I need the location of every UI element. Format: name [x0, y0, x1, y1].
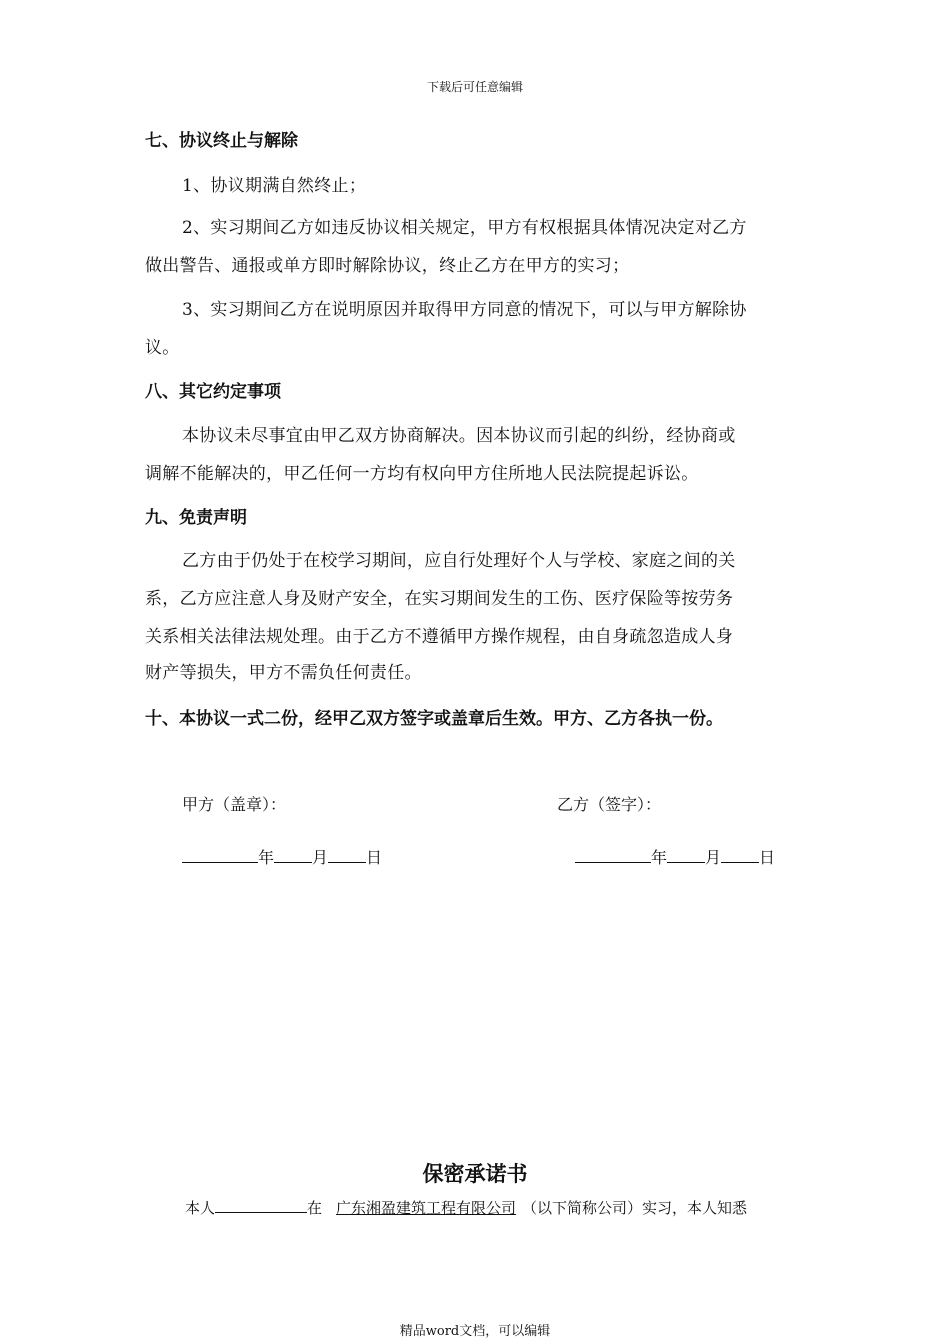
day-label: 日 — [759, 848, 776, 867]
section-7-item-3-line-2: 议。 — [145, 338, 180, 358]
section-9-line-3: 关系相关法律法规处理。由于乙方不遵循甲方操作规程，由自身疏忽造成人身 — [145, 627, 734, 647]
section-9-line-1: 乙方由于仍处于在校学习期间，应自行处理好个人与学校、家庭之间的关 — [182, 551, 736, 571]
pledge-title: 保密承诺书 — [422, 1162, 528, 1186]
section-9-heading: 九、免责声明 — [145, 508, 247, 528]
day-label: 日 — [366, 848, 383, 867]
section-9-line-2: 系，乙方应注意人身及财产安全，在实习期间发生的工伤、医疗保险等按劳务 — [145, 589, 734, 609]
section-7-item-3-line-1: 3、实习期间乙方在说明原因并取得甲方同意的情况下，可以与甲方解除协 — [182, 300, 747, 320]
year-blank — [182, 846, 258, 863]
party-a-seal-label: 甲方（盖章）： — [182, 795, 287, 814]
section-8-line-1: 本协议未尽事宜由甲乙双方协商解决。因本协议而引起的纠纷，经协商或 — [182, 426, 736, 446]
pledge-intro-at: 在 — [307, 1199, 323, 1217]
section-8-line-2: 调解不能解决的，甲乙任何一方均有权向甲方住所地人民法院提起诉讼。 — [145, 464, 699, 484]
month-blank — [274, 846, 312, 863]
month-label: 月 — [705, 848, 722, 867]
day-blank — [328, 846, 366, 863]
pledge-company-name: 广东湘盈建筑工程有限公司 — [336, 1199, 517, 1217]
name-blank — [215, 1198, 307, 1213]
section-7-item-1: 1、协议期满自然终止； — [182, 176, 367, 196]
party-b-sign-label: 乙方（签字）： — [557, 795, 662, 814]
year-blank — [575, 846, 651, 863]
section-7-heading: 七、协议终止与解除 — [145, 131, 298, 151]
day-blank — [721, 846, 759, 863]
section-10-heading: 十、本协议一式二份，经甲乙双方签字或盖章后生效。甲方、乙方各执一份。 — [145, 709, 723, 729]
page-footer: 精品word文档，可以编辑 — [399, 1324, 551, 1339]
year-label: 年 — [651, 848, 668, 867]
year-label: 年 — [258, 848, 275, 867]
section-8-heading: 八、其它约定事项 — [145, 382, 281, 402]
party-b-date-line — [575, 845, 775, 868]
party-a-date-line — [182, 845, 382, 868]
month-blank — [667, 846, 705, 863]
section-9-line-4: 财产等损失，甲方不需负任何责任。 — [145, 663, 422, 683]
pledge-intro-line — [185, 1197, 747, 1218]
page-header: 下载后可任意编辑 — [426, 80, 523, 94]
pledge-intro-prefix: 本人 — [185, 1199, 216, 1217]
month-label: 月 — [312, 848, 329, 867]
section-7-item-2-line-2: 做出警告、通报或单方即时解除协议，终止乙方在甲方的实习； — [145, 256, 630, 276]
section-7-item-2-line-1: 2、实习期间乙方如违反协议相关规定，甲方有权根据具体情况决定对乙方 — [182, 218, 747, 238]
pledge-intro-suffix: （以下简称公司）实习，本人知悉 — [522, 1199, 748, 1217]
